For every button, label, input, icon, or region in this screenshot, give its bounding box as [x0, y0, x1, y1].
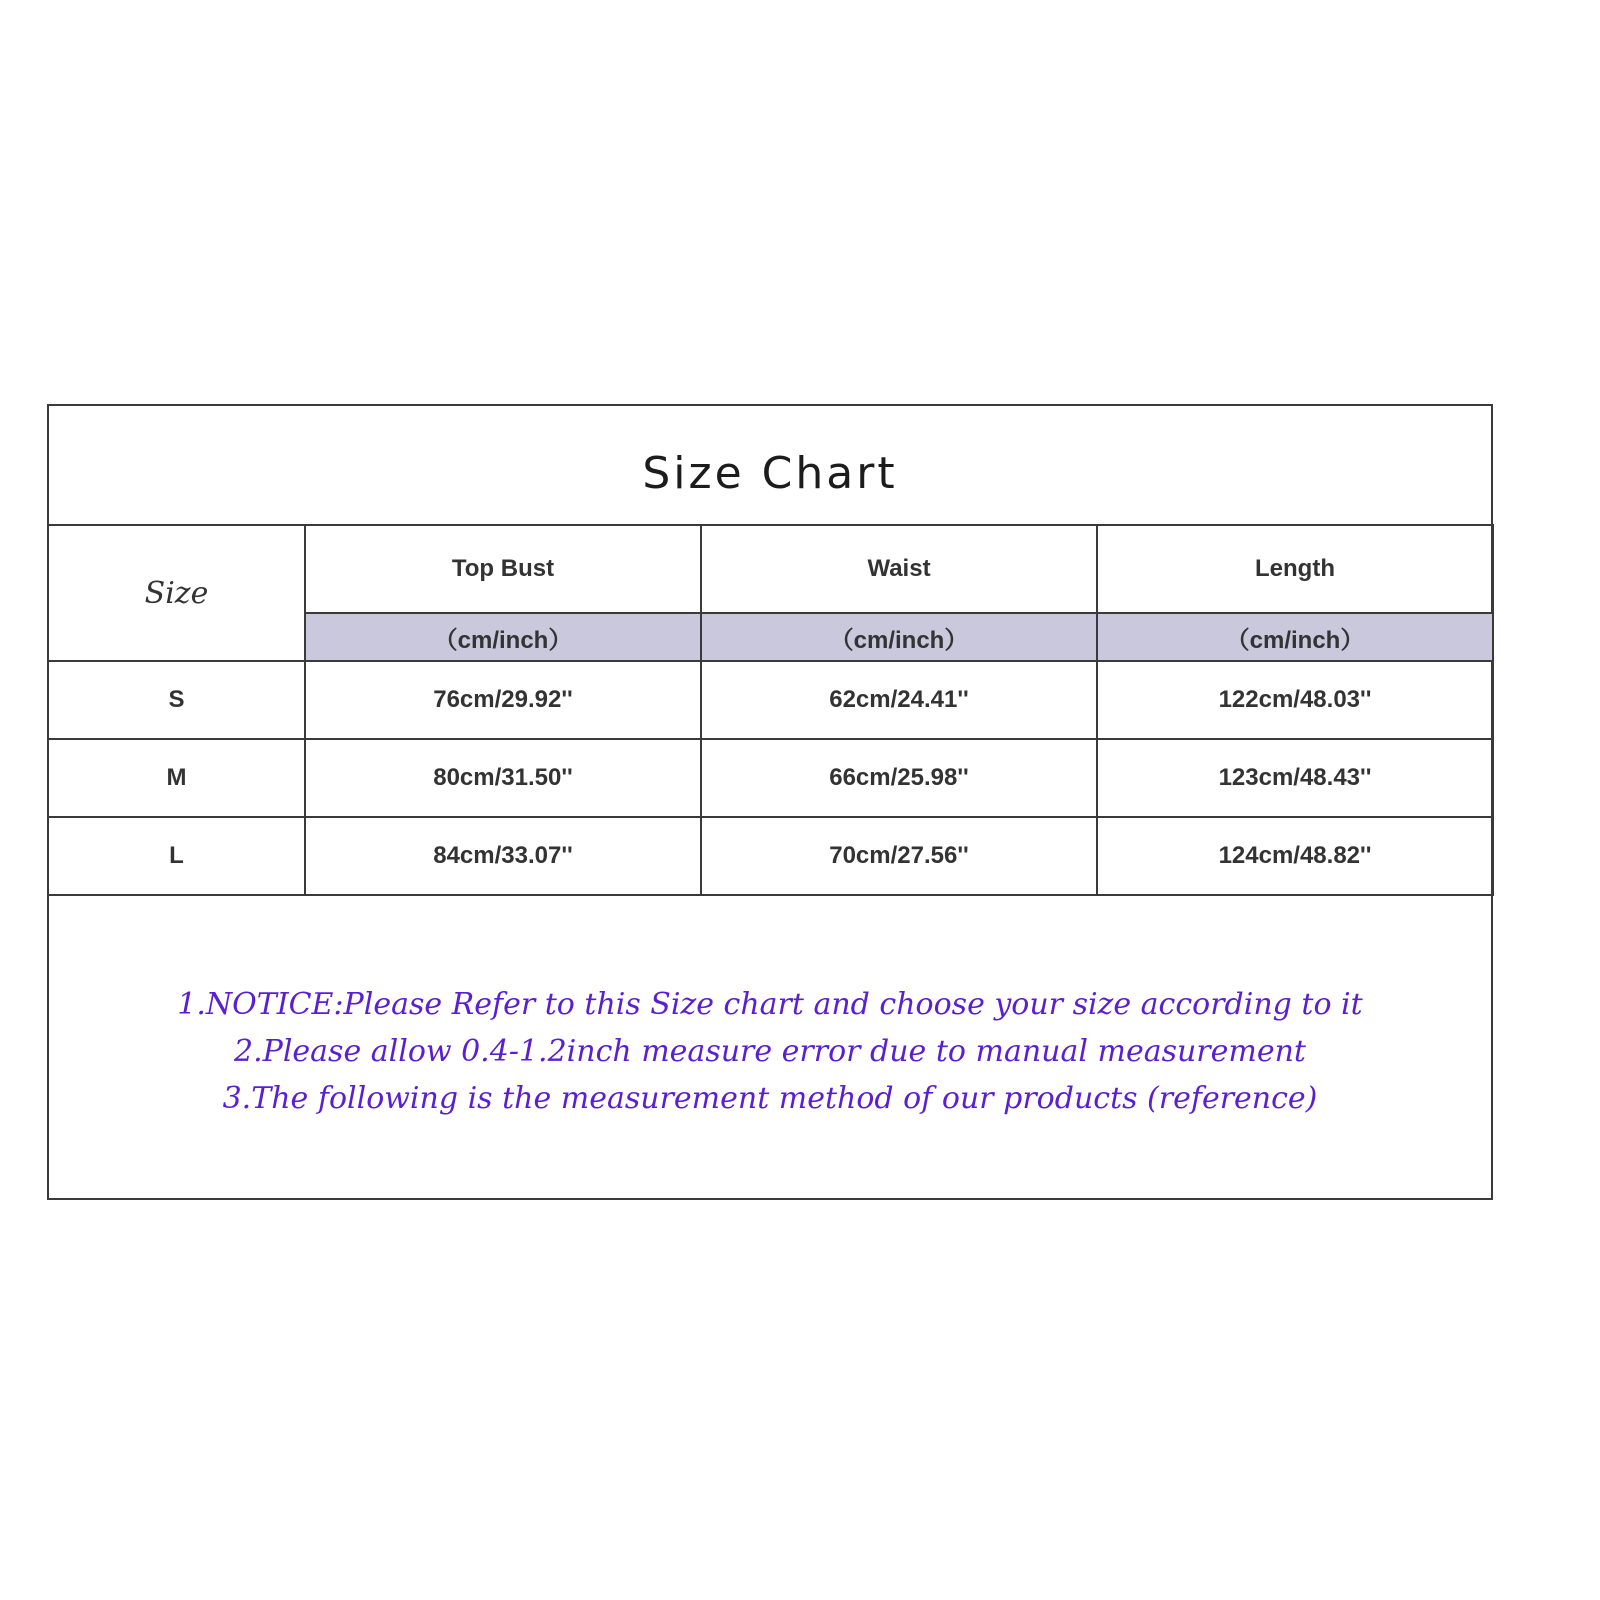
table-row	[48, 817, 1493, 895]
unit-label-waist: （cm/inch）	[701, 613, 1097, 661]
title-row	[49, 406, 1491, 524]
length-cell: 122cm/48.03''	[1097, 661, 1493, 739]
notes-section	[49, 904, 1491, 1198]
note-line: 1.NOTICE:Please Refer to this Size chart and choose your size according to it	[177, 986, 1363, 1022]
unit-label-top-bust: （cm/inch）	[305, 613, 701, 661]
size-cell: M	[48, 739, 305, 817]
waist-cell: 66cm/25.98''	[701, 739, 1097, 817]
top-bust-cell: 76cm/29.92''	[305, 661, 701, 739]
header-row	[48, 525, 1493, 613]
column-header-length: Length	[1097, 525, 1493, 613]
table-row	[48, 739, 1493, 817]
size-column-header: Size	[48, 525, 305, 661]
column-header-top-bust: Top Bust	[305, 525, 701, 613]
note-line: 3.The following is the measurement method of our products (reference)	[222, 1080, 1318, 1116]
unit-label-length: （cm/inch）	[1097, 613, 1493, 661]
column-header-waist: Waist	[701, 525, 1097, 613]
size-table	[47, 524, 1494, 896]
size-chart	[47, 404, 1493, 1200]
waist-cell: 62cm/24.41''	[701, 661, 1097, 739]
waist-cell: 70cm/27.56''	[701, 817, 1097, 895]
top-bust-cell: 84cm/33.07''	[305, 817, 701, 895]
chart-title: Size Chart	[642, 447, 898, 499]
note-line: 2.Please allow 0.4-1.2inch measure error due to manual measurement	[234, 1033, 1306, 1069]
length-cell: 123cm/48.43''	[1097, 739, 1493, 817]
length-cell: 124cm/48.82''	[1097, 817, 1493, 895]
size-cell: L	[48, 817, 305, 895]
table-row	[48, 661, 1493, 739]
size-cell: S	[48, 661, 305, 739]
top-bust-cell: 80cm/31.50''	[305, 739, 701, 817]
